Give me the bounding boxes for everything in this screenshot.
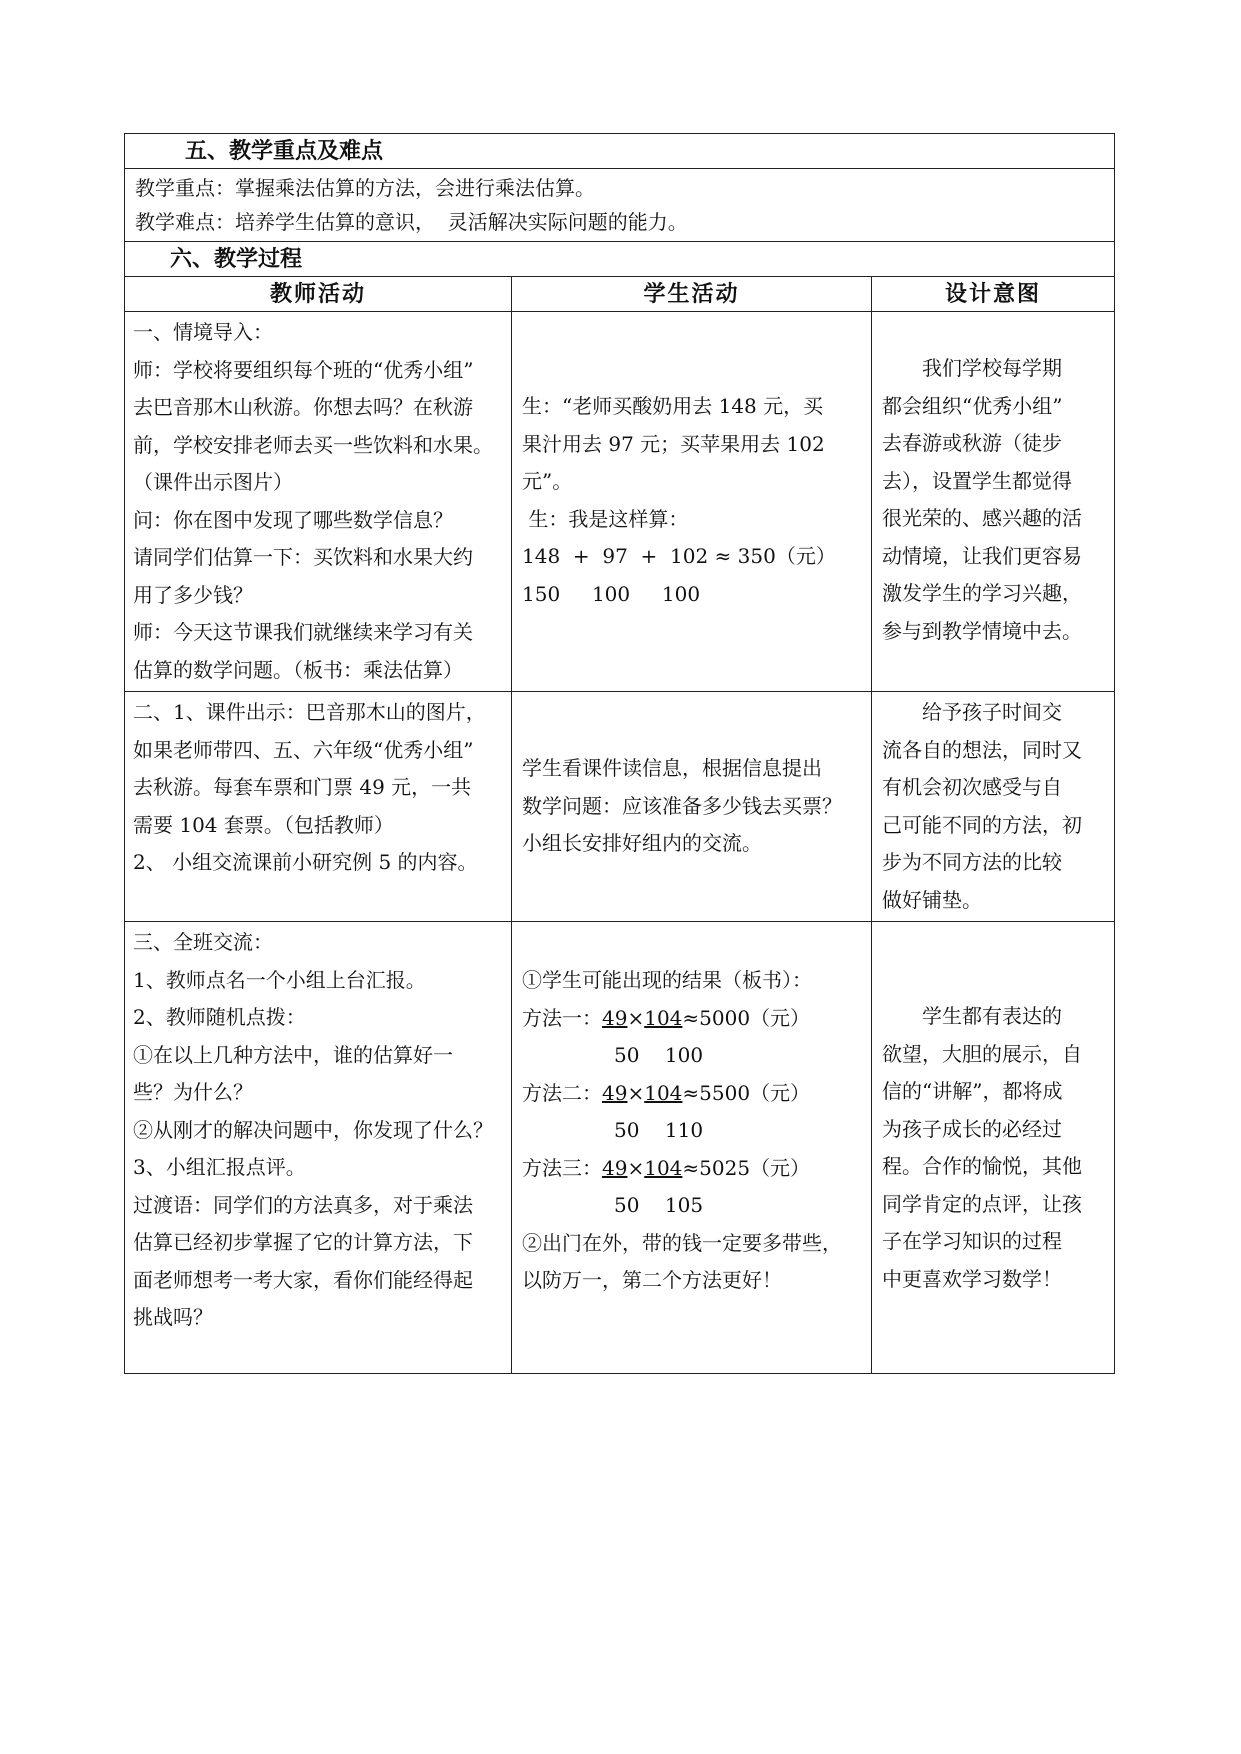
row2-design-line: 做好铺垫。 [882,887,982,912]
row1-design-line: 激发学生的学习兴趣， [882,581,1082,605]
section5-content-row [125,169,1115,242]
row3-design-line: 欲望，大胆的展示，自 [882,1041,1082,1066]
row3-teacher-line: 三、全班交流： [133,930,273,954]
method-3-factor-b: 104 [644,1155,683,1180]
row1-student-line: 生：我是这样算： [522,506,689,531]
row3-design-line: 中更喜欢学习数学！ [882,1266,1062,1291]
header-student: 学生活动 [512,277,872,312]
row1-teacher-line: 用了多少钱？ [133,582,253,607]
row3-design-line: 学生都有表达的 [922,1004,1062,1028]
row1-student-line: 果汁用去 97 元；买苹果用去 102 [522,431,825,456]
row3-student-conclusion: ②出门在外，带的钱一定要多带些， [522,1230,842,1255]
row1-teacher-cell [125,312,512,692]
row2-teacher-line: 2、 小组交流课前小研究例 5 的内容。 [133,850,478,874]
row2-teacher-line: 如果老师带四、五、六年级“优秀小组” [133,737,474,762]
row1-design-line: 动情境，让我们更容易 [882,543,1082,568]
section6-title-row [125,242,1115,277]
method-3-label: 方法三： [522,1155,602,1180]
row1-design-cell [872,312,1115,692]
method-3-line [522,1150,861,1188]
row2-design-line: 给予孩子时间交 [922,700,1062,724]
method-1-label: 方法一： [522,1005,602,1030]
row2-design-line: 步为不同方法的比较 [882,850,1062,874]
lesson-plan-page [124,133,1114,1374]
method-1-factor-a: 49 [602,1005,628,1030]
process-row-1 [125,312,1115,692]
row3-teacher-line: 1、教师点名一个小组上台汇报。 [133,967,426,992]
row2-design-line: 流各自的想法，同时又 [882,737,1082,762]
row2-teacher-line: 去秋游。每套车票和门票 49 元，一共 [133,775,472,799]
row3-student-conclusion: 以防万一，第二个方法更好！ [522,1268,782,1292]
row3-teacher-line: ①在以上几种方法中，谁的估算好一 [133,1042,453,1067]
row3-student-cell [512,922,872,1374]
row2-design-line: 有机会初次感受与自 [882,775,1062,799]
row1-teacher-line: 估算的数学问题。（板书：乘法估算） [133,657,463,682]
row1-student-cell [512,312,872,692]
row3-design-line: 信的“讲解”，都将成 [882,1079,1063,1103]
method-2-approx: 50 110 [614,1118,704,1142]
times-sign: × [627,1080,645,1105]
row1-teacher-line: 问：你在图中发现了哪些数学信息？ [133,507,453,532]
row1-teacher-line: 请同学们估算一下：买饮料和水果大约 [133,545,473,569]
method-2-line [522,1075,861,1113]
method-1-line [522,1000,861,1038]
row1-design-line: 都会组织“优秀小组” [882,393,1063,418]
row3-teacher-cell [125,922,512,1374]
row1-teacher-line: （课件出示图片） [133,470,293,494]
method-1-factor-b: 104 [644,1005,683,1030]
row3-teacher-line: 面老师想考一考大家，看你们能经得起 [133,1267,473,1292]
section5-title-row [125,134,1115,169]
row3-teacher-line: 2、教师随机点拨： [133,1005,306,1029]
row3-design-cell [872,922,1115,1374]
times-sign: × [627,1005,645,1030]
method-2-result: ≈5500（元） [682,1080,811,1105]
row3-design-line: 程。合作的愉悦，其他 [882,1154,1082,1178]
difficult-point: 教学难点：培养学生估算的意识， 灵活解决实际问题的能力。 [135,210,688,234]
row1-teacher-line: 师：学校将要组织每个班的“优秀小组” [133,357,474,382]
header-design: 设计意图 [872,277,1115,312]
lesson-plan-table [124,133,1115,1374]
row1-student-line: 生：“老师买酸奶用去 148 元，买 [522,394,824,418]
row1-student-approx: 150 100 100 [522,581,701,606]
row1-teacher-line: 前，学校安排老师去买一些饮料和水果。 [133,432,493,457]
row3-teacher-line: 3、小组汇报点评。 [133,1155,306,1179]
process-row-2 [125,692,1115,922]
row1-design-line: 去春游或秋游（徒步 [882,431,1062,455]
row2-teacher-line: 需要 104 套票。（包括教师） [133,812,394,837]
section5-title: 五、教学重点及难点 [125,134,1115,169]
row2-design-cell [872,692,1115,922]
row3-design-line: 为孩子成长的必经过 [882,1116,1062,1141]
row3-teacher-line: 挑战吗？ [133,1305,213,1329]
method-2-factor-a: 49 [602,1080,628,1105]
method-2-factor-b: 104 [644,1080,683,1105]
row2-teacher-cell [125,692,512,922]
row2-student-cell [512,692,872,922]
section5-content [125,169,1115,242]
row1-design-line: 我们学校每学期 [922,356,1062,380]
method-3-factor-a: 49 [602,1155,628,1180]
key-point: 教学重点：掌握乘法估算的方法，会进行乘法估算。 [135,176,595,200]
row2-student-line: 小组长安排好组内的交流。 [522,831,762,855]
method-3-approx: 50 105 [614,1193,704,1217]
row1-design-line: 很光荣的、感兴趣的活 [882,506,1082,530]
row1-design-line: 去），设置学生都觉得 [882,468,1072,493]
row2-design-line: 己可能不同的方法，初 [882,812,1082,837]
row2-teacher-line: 二、1、课件出示：巴音那木山的图片， [133,700,486,724]
method-3-result: ≈5025（元） [682,1155,811,1180]
method-1-result: ≈5000（元） [682,1005,811,1030]
row1-teacher-line: 一、情境导入： [133,320,273,344]
row3-teacher-line: 些？为什么？ [133,1080,253,1104]
row1-student-line: 元”。 [522,469,573,493]
row3-student-intro: ①学生可能出现的结果（板书）： [522,968,812,992]
row3-teacher-line: ②从刚才的解决问题中，你发现了什么？ [133,1117,493,1142]
row1-student-calc: 148 + 97 + 102 ≈ 350（元） [522,544,836,568]
method-1-approx: 50 100 [614,1043,704,1067]
row1-design-line: 参与到教学情境中去。 [882,618,1082,643]
row1-teacher-line: 去巴音那木山秋游。你想去吗？在秋游 [133,395,473,419]
row1-teacher-line: 师：今天这节课我们就继续来学习有关 [133,620,473,644]
header-teacher: 教师活动 [125,277,512,312]
row3-teacher-line: 过渡语：同学们的方法真多，对于乘法 [133,1192,473,1217]
method-2-label: 方法二： [522,1080,602,1105]
column-header-row [125,277,1115,312]
section6-title: 六、教学过程 [125,242,1115,277]
times-sign: × [627,1155,645,1180]
process-row-3 [125,922,1115,1374]
row2-student-line: 学生看课件读信息，根据信息提出 [522,756,822,780]
row3-teacher-line: 估算已经初步掌握了它的计算方法，下 [133,1230,473,1254]
row2-student-line: 数学问题：应该准备多少钱去买票？ [522,793,842,818]
row3-design-line: 同学肯定的点评，让孩 [882,1191,1082,1216]
row3-design-line: 子在学习知识的过程 [882,1229,1062,1253]
